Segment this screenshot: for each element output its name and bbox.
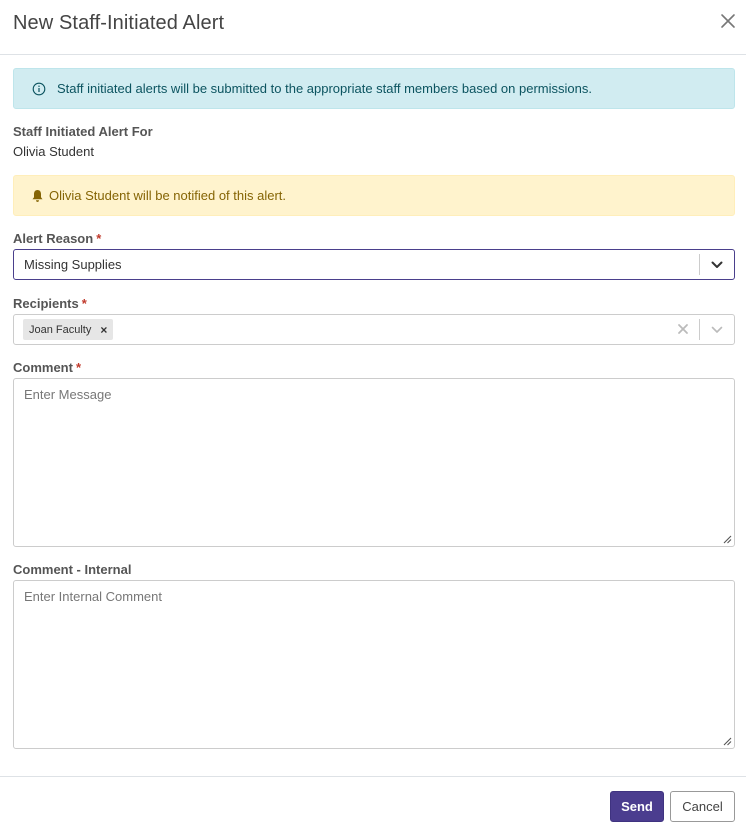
alert-reason-value: Missing Supplies	[24, 257, 122, 272]
modal-footer	[0, 776, 746, 830]
comment-label: Comment *	[13, 360, 82, 375]
alert-for-value: Olivia Student	[13, 144, 94, 159]
modal-title: New Staff-Initiated Alert	[13, 12, 225, 34]
required-mark: *	[81, 296, 87, 311]
recipient-chip	[23, 319, 113, 340]
recipient-chip-label: Joan Faculty	[29, 323, 92, 336]
comment-textarea[interactable]	[13, 378, 735, 547]
select-separator	[699, 319, 700, 340]
comment-placeholder: Enter Message	[24, 387, 112, 402]
required-mark: *	[75, 360, 82, 375]
required-mark: *	[96, 231, 102, 246]
alert-reason-select[interactable]	[13, 249, 735, 280]
remove-chip-icon[interactable]: ×	[100, 322, 108, 337]
info-banner	[13, 68, 735, 109]
notify-banner-text: Olivia Student will be notified of this alert.	[49, 188, 287, 203]
modal-header	[0, 0, 746, 55]
recipients-multiselect[interactable]	[13, 314, 735, 345]
comment-internal-label: Comment - Internal	[13, 562, 132, 577]
chevron-down-icon[interactable]	[710, 259, 724, 271]
recipients-label: Recipients *	[13, 296, 87, 311]
comment-internal-placeholder: Enter Internal Comment	[24, 589, 163, 604]
comment-internal-textarea[interactable]	[13, 580, 735, 749]
info-circle-icon	[32, 82, 46, 96]
select-separator	[699, 254, 700, 275]
send-button[interactable]: Send	[610, 791, 664, 822]
close-icon	[719, 12, 737, 30]
alert-for-label: Staff Initiated Alert For	[13, 124, 153, 139]
close-button[interactable]	[719, 12, 737, 30]
resize-grip-icon[interactable]	[722, 534, 732, 544]
alert-reason-label: Alert Reason *	[13, 231, 102, 246]
info-banner-text: Staff initiated alerts will be submitted to the appropriate staff members based on permissions.	[57, 81, 592, 96]
bell-icon	[31, 189, 44, 203]
resize-grip-icon[interactable]	[722, 736, 732, 746]
chevron-down-icon[interactable]	[710, 324, 724, 336]
notify-banner	[13, 175, 735, 216]
cancel-button[interactable]: Cancel	[670, 791, 735, 822]
clear-icon[interactable]	[677, 323, 689, 335]
